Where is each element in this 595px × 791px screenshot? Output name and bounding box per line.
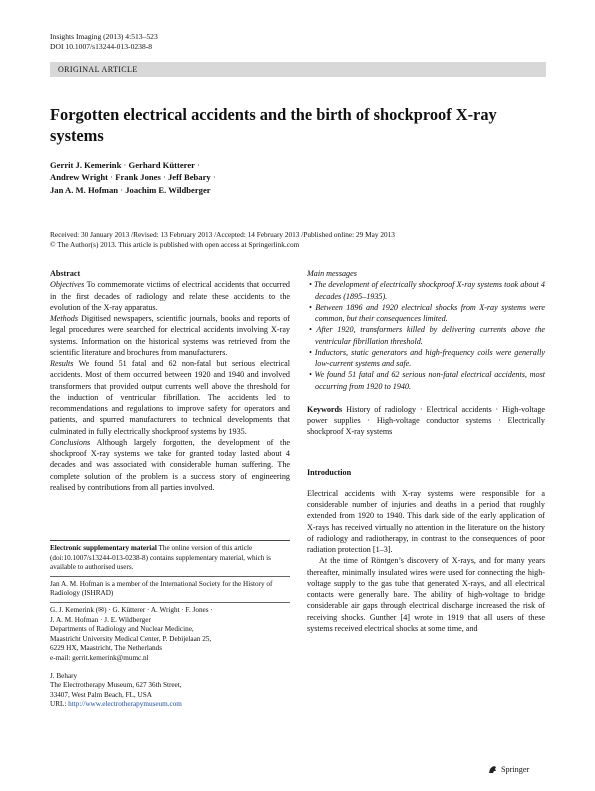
- keywords-text: History of radiology · Electrical accidents · High-voltage power supplies · High-voltage conductor systems · Electrically shockproof X-ray systems: [307, 404, 545, 437]
- abstract-heading: Abstract: [50, 269, 81, 278]
- results-label: Results: [50, 359, 74, 368]
- abstract-results: [50, 358, 290, 437]
- objectives-text: To commemorate victims of electrical accidents that occurred in the first decades of radiology and relate these accidents to the evolution of the X-ray apparatus.: [50, 280, 290, 312]
- copyright-notice: © The Author(s) 2013. This article is published with open access at Springerlink.com: [50, 240, 300, 249]
- springer-horse-icon: [487, 764, 498, 775]
- affiliation-line: G. J. Kemerink (✉) · G. Kütterer · A. Wright · F. Jones ·: [50, 605, 213, 614]
- museum-url-link[interactable]: http://www.electrotherapymuseum.com: [68, 700, 182, 709]
- author-name[interactable]: Jan A. M. Hofman: [50, 184, 119, 195]
- esm-label: Electronic supplementary material: [50, 544, 157, 552]
- affiliation-line: 33407, West Palm Beach, FL, USA: [50, 690, 152, 699]
- main-message-item: • Between 1896 and 1920 electrical shocks from X-ray systems were common, but their consequences limited.: [309, 302, 545, 323]
- keywords-label: Keywords: [307, 404, 343, 414]
- esm-text: The online version of this article (doi:10.1007/s13244-013-0238-8) contains supplementary material, which is available to authorised users.: [50, 544, 271, 572]
- article-type-banner: [50, 62, 546, 77]
- footnotes: [50, 540, 290, 710]
- conclusions-label: Conclusions: [50, 437, 91, 447]
- article-type-label: ORIGINAL ARTICLE: [58, 65, 138, 74]
- author-name[interactable]: Andrew Wright: [50, 172, 109, 183]
- abstract-methods: [50, 313, 290, 358]
- member-note-box: [50, 576, 290, 599]
- author-list: [50, 159, 350, 196]
- affiliation-line: J. A. M. Hofman · J. E. Wildberger: [50, 615, 151, 624]
- journal-info: [50, 32, 158, 52]
- author-name[interactable]: Frank Jones: [115, 172, 161, 183]
- abstract-conclusions: [50, 437, 290, 493]
- author-name[interactable]: Gerrit J. Kemerink: [50, 160, 122, 170]
- url-line: [50, 700, 290, 710]
- author-line: Gerrit J. Kemerink · Gerhard Kütterer ·: [50, 160, 200, 170]
- author-name[interactable]: Jeff Bebary: [167, 172, 211, 183]
- affiliation-block: [50, 602, 290, 710]
- results-text: We found 51 fatal and 62 non-fatal but serious electrical accidents. Most of them occurred between 1920 and 1940 and involved transformers that provided output currents well above the threshold for the induction of ventricular fibrillation. The accidents led to recommendations and regulations to improve safety for operators and patients, and spurred manufacturers to technical developments that culminated in fully electrically shockproof systems by 1935.: [50, 359, 290, 436]
- history-dates: Received: 30 January 2013 /Revised: 13 February 2013 /Accepted: 14 February 2013 /Published online: 29 May 2013: [50, 230, 395, 239]
- keywords: [307, 404, 545, 438]
- footnote-rule: [50, 540, 290, 541]
- affiliation-line: J. Behary: [50, 671, 78, 680]
- publisher-name: Springer: [501, 765, 530, 774]
- email-line[interactable]: e-mail: gerrit.kemerink@mumc.nl: [50, 653, 149, 662]
- methods-label: Methods: [50, 314, 78, 323]
- introduction-paragraph: At the time of Röntgen’s discovery of X-rays, and for many years thereafter, minimally insulated wires were used for connecting the high-voltage supply to the gas tube that generated X-rays, and all electrical contacts were generally bare. The ability of high-voltage to bridge considerable air gaps through electrical discharge increased the risk of receiving shocks. Gunther [4] wrote in 1919 that all users of these systems received electrical shocks at some time, and: [307, 556, 545, 633]
- affiliation-line: Maastricht University Medical Center, P. Debijelaan 25,: [50, 634, 212, 643]
- main-message-item: • The development of electrically shockproof X-ray systems took about 4 decades (1895–1935).: [309, 280, 545, 301]
- right-column: [307, 268, 545, 634]
- author-name[interactable]: Joachim E. Wildberger: [125, 184, 211, 195]
- author-line: Andrew Wright · Frank Jones · Jeff Bebary ·: [50, 172, 216, 183]
- abstract-objectives: [50, 279, 290, 313]
- main-message-item: • After 1920, transformers killed by delivering currents above the ventricular fibrillation threshold.: [309, 325, 545, 346]
- article-title: Forgotten electrical accidents and the birth of shockproof X-ray systems: [50, 105, 497, 145]
- url-label: URL:: [50, 700, 67, 709]
- affiliation-line: The Electrotherapy Museum, 627 36th Street,: [50, 681, 182, 690]
- publication-dates: [50, 230, 550, 250]
- methods-text: Digitised newspapers, scientific journals, books and reports of legal procedures were searched for electrical accidents involving X-ray systems. Information on the historical systems was retrieved from the scientific literature and brochures from manufacturers.: [50, 314, 291, 357]
- affiliation-line: Departments of Radiology and Nuclear Medicine,: [50, 625, 194, 634]
- main-message-item: • Inductors, static generators and high-frequency coils were generally low-current systems and safe.: [309, 347, 545, 368]
- journal-citation: Insights Imaging (2013) 4:513–523: [50, 32, 158, 41]
- journal-doi: DOI 10.1007/s13244-013-0238-8: [50, 42, 153, 51]
- publisher-logo: [487, 764, 529, 775]
- author-line: Jan A. M. Hofman · Joachim E. Wildberger: [50, 184, 211, 195]
- esm-note: [50, 544, 290, 573]
- introduction-paragraph: Electrical accidents with X-ray systems were responsible for a considerable number of injuries and deaths in a period that roughly extended from 1920 to 1940. This dark side of the early application of X-rays has received virtually no attention in the literature on the history of radiology and radiotherapy, in contrast to the consequences of poor radiation protection [1–3].: [307, 488, 545, 554]
- main-messages-heading: Main messages: [307, 269, 357, 278]
- author-name[interactable]: Gerhard Kütterer: [128, 160, 195, 170]
- affiliation-line: 6229 HX, Maastricht, The Netherlands: [50, 644, 163, 653]
- member-note: Jan A. M. Hofman is a member of the International Society for the History of Radiology (ISHRAD): [50, 579, 273, 598]
- introduction-heading: Introduction: [307, 467, 352, 477]
- main-message-item: • We found 51 fatal and 62 serious non-fatal electrical accidents, most occurring from 1920 to 1940.: [309, 370, 545, 391]
- abstract-column: [50, 268, 290, 493]
- objectives-label: Objectives: [50, 280, 85, 290]
- conclusions-text: Although largely forgotten, the development of the shockproof X-ray systems we take for granted today lasted about 4 decades and was associated with considerable human suffering. The complete solution of the problem is a success story of engineering realised by contributions from all parties involved.: [50, 437, 290, 492]
